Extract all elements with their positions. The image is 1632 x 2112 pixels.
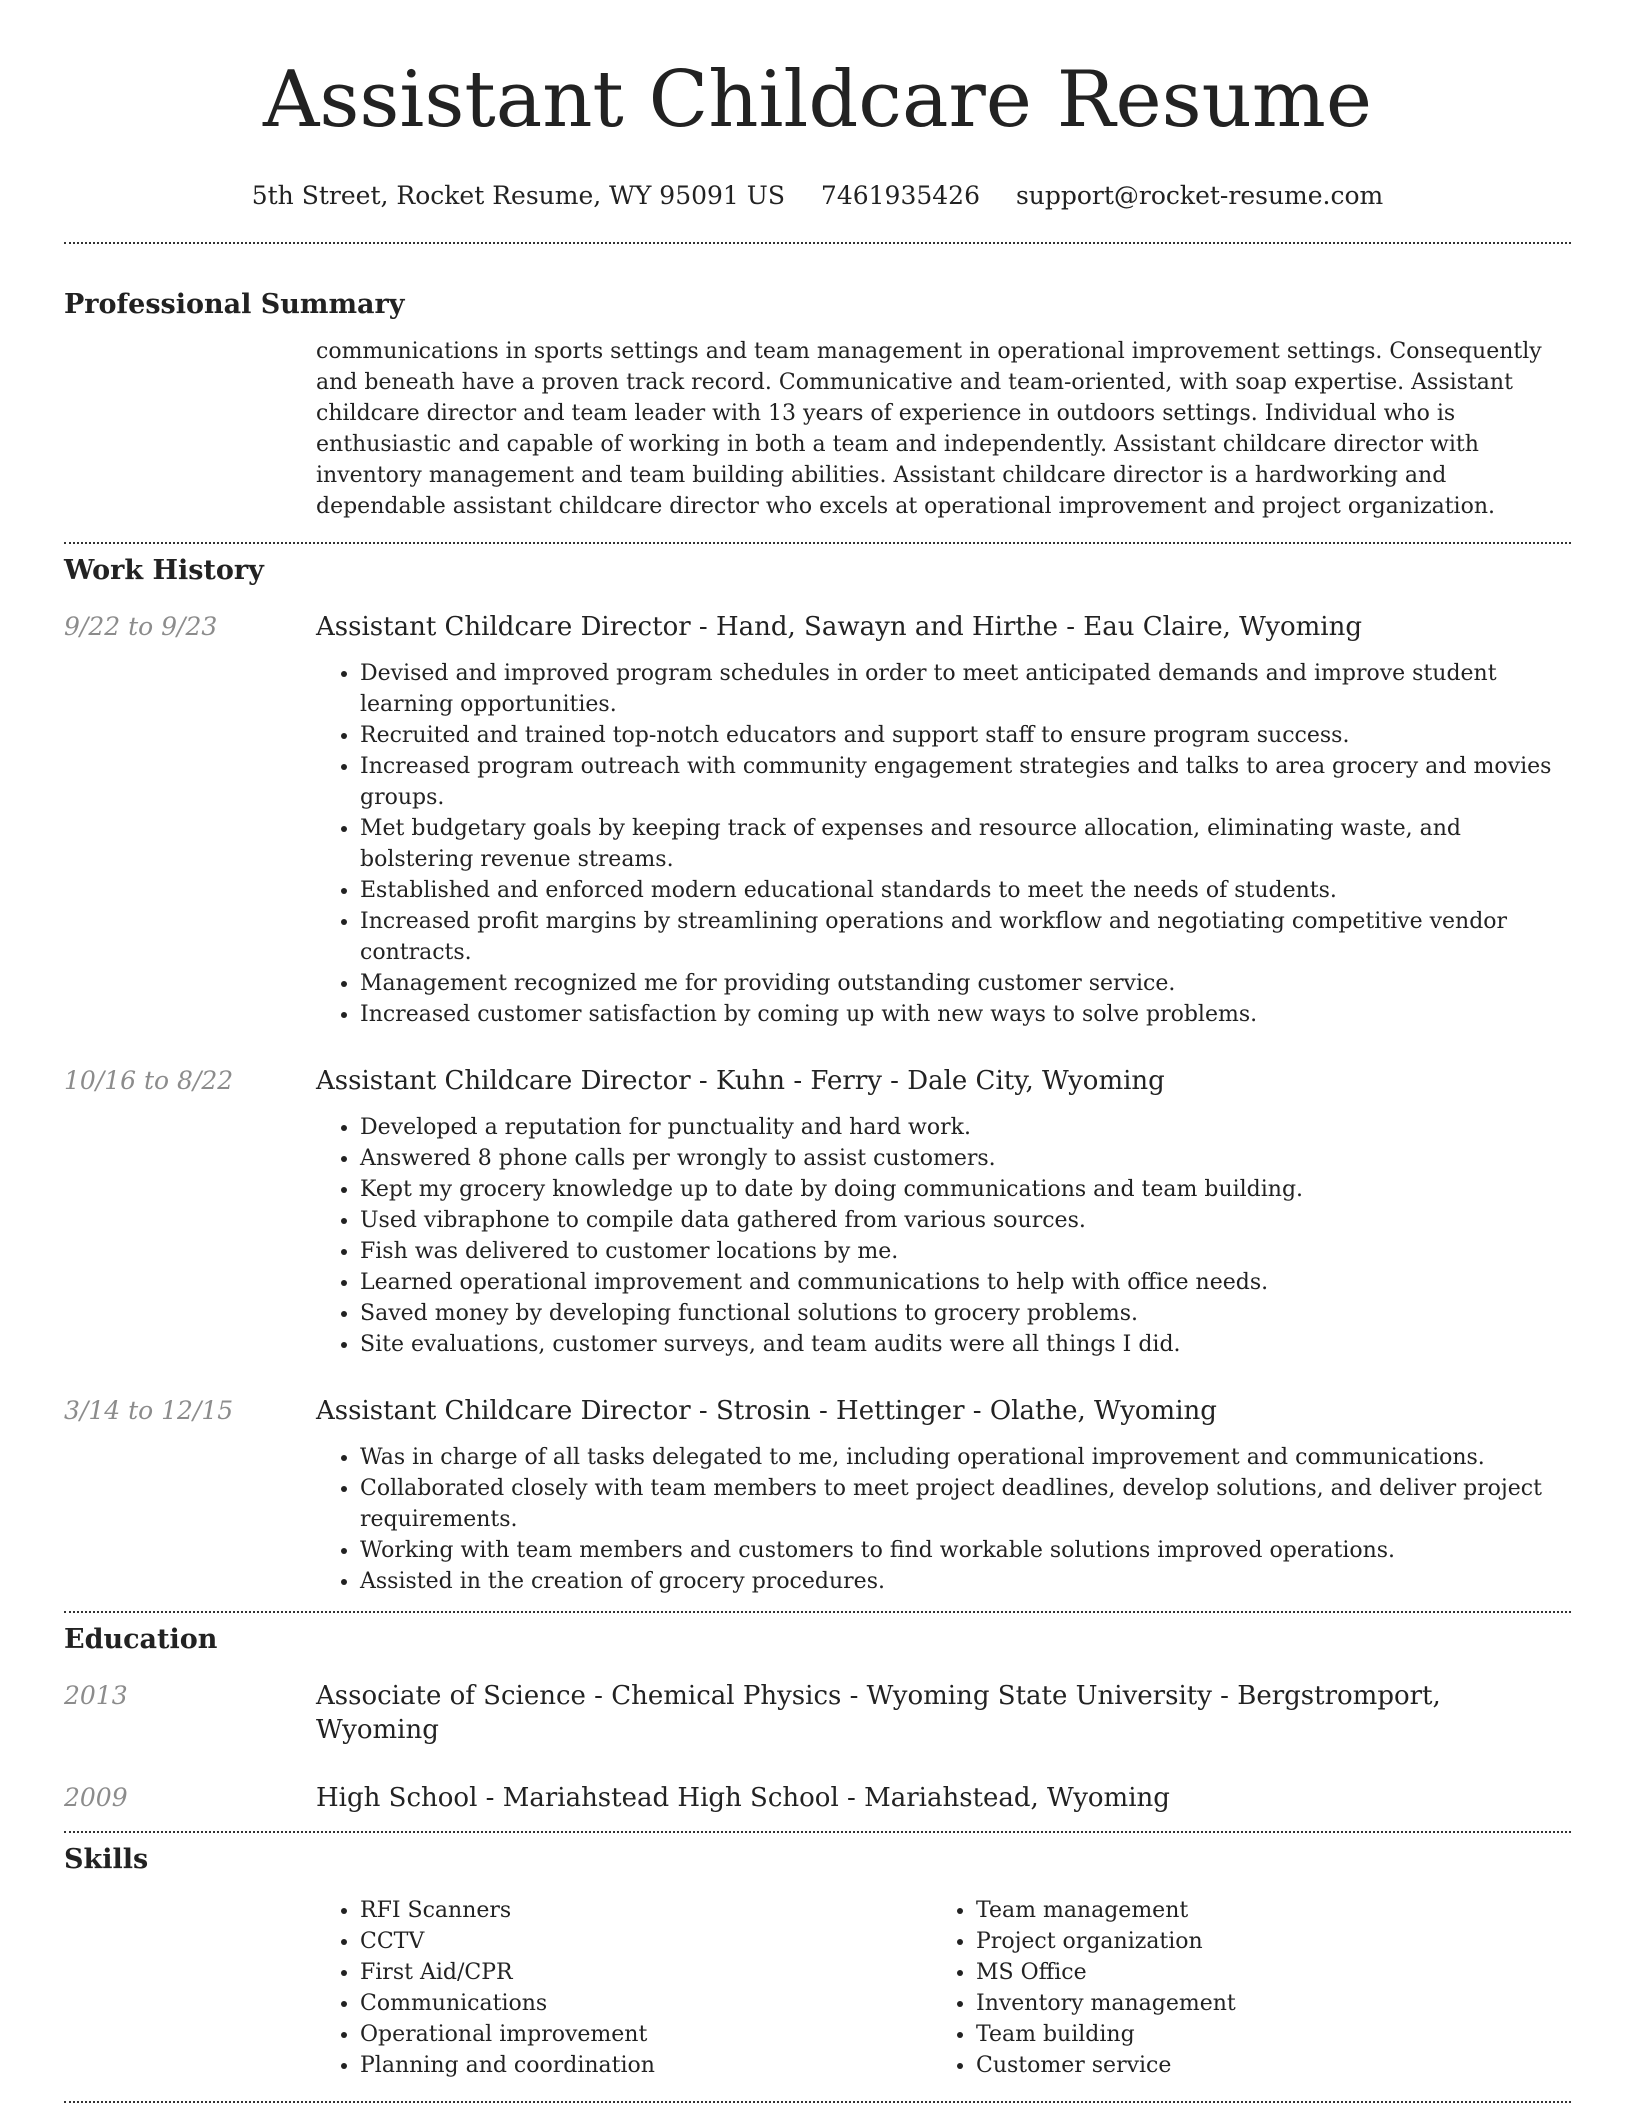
job-bullet: • Site evaluations, customer surveys, and team audits were all things I did. <box>360 1329 1571 1360</box>
work-divider <box>64 1611 1571 1613</box>
skill-item: • CCTV <box>360 1926 932 1957</box>
job-dates: 9/22 to 9/23 <box>64 612 218 641</box>
education-heading: Associate of Science - Chemical Physics - Wyoming State University - Bergstromport, Wyoming <box>316 1681 1441 1745</box>
job-bullet: • Developed a reputation for punctuality and hard work. <box>360 1112 1571 1143</box>
work-section <box>64 554 1571 1597</box>
education-entry <box>64 1781 1571 1815</box>
skill-item: • RFI Scanners <box>360 1895 932 1926</box>
skill-item: • Operational improvement <box>360 2019 932 2050</box>
skill-item: • Customer service <box>976 2050 1548 2081</box>
skills-title: Skills <box>64 1844 149 1875</box>
skill-item: • Project organization <box>976 1926 1548 1957</box>
contact-email: support@rocket-resume.com <box>1015 181 1384 210</box>
resume-header <box>64 0 1571 212</box>
job-bullet: • Established and enforced modern educational standards to meet the needs of students. <box>360 875 1571 906</box>
work-title: Work History <box>64 555 264 586</box>
skill-item: • First Aid/CPR <box>360 1957 932 1988</box>
skills-list <box>316 1895 1571 2081</box>
summary-divider <box>64 542 1571 544</box>
skills-column-left <box>316 1895 932 2081</box>
summary-text: communications in sports settings and team management in operational improvement settings. Consequently and beneath have a proven track record. Communicative and team-oriented, with soap expertise. Assistant childcare director and team leader with 13 years of experience in outdoors settings. Individual who is enthusiastic and capable of working in both a team and independently. Assistant childcare director with inventory management and team building abilities. Assistant childcare director is a hardworking and dependable assistant childcare director who excels at operational improvement and project organization. <box>316 339 1542 519</box>
education-heading: High School - Mariahstead High School - Mariahstead, Wyoming <box>316 1783 1170 1813</box>
contact-address: 5th Street, Rocket Resume, WY 95091 US <box>251 181 785 210</box>
header-divider <box>64 242 1571 244</box>
skills-column-right <box>932 1895 1548 2081</box>
job-bullet: • Learned operational improvement and communications to help with office needs. <box>360 1267 1571 1298</box>
contact-line <box>64 180 1571 212</box>
resume-name: Assistant Childcare Resume <box>262 55 1373 145</box>
job-bullet: • Saved money by developing functional solutions to grocery problems. <box>360 1298 1571 1329</box>
summary-section <box>64 288 1571 522</box>
education-entry <box>64 1679 1571 1747</box>
skill-item: • Planning and coordination <box>360 2050 932 2081</box>
job-bullet: • Management recognized me for providing outstanding customer service. <box>360 968 1571 999</box>
education-year: 2013 <box>64 1681 128 1710</box>
skill-item: • MS Office <box>976 1957 1548 1988</box>
job-bullet: • Was in charge of all tasks delegated to me, including operational improvement and communications. <box>360 1442 1571 1473</box>
skill-item: • Inventory management <box>976 1988 1548 2019</box>
job-bullet: • Devised and improved program schedules in order to meet anticipated demands and improve student learning opportunities. <box>360 658 1571 720</box>
education-title: Education <box>64 1624 218 1655</box>
job-bullets <box>316 1442 1571 1597</box>
education-section <box>64 1623 1571 1815</box>
skill-item: • Communications <box>360 1988 932 2019</box>
skill-item: • Team building <box>976 2019 1548 2050</box>
job-bullets <box>316 658 1571 1030</box>
skills-section <box>64 1843 1571 2081</box>
skills-divider <box>64 2101 1571 2103</box>
education-year: 2009 <box>64 1783 128 1812</box>
education-divider <box>64 1831 1571 1833</box>
job-dates: 10/16 to 8/22 <box>64 1066 234 1095</box>
job-bullet: • Kept my grocery knowledge up to date by doing communications and team building. <box>360 1174 1571 1205</box>
job-bullet: • Increased profit margins by streamlining operations and workflow and negotiating competitive vendor contracts. <box>360 906 1571 968</box>
job-heading: Assistant Childcare Director - Kuhn - Ferry - Dale City, Wyoming <box>316 1066 1165 1096</box>
job-entry <box>64 1064 1571 1360</box>
job-bullet: • Used vibraphone to compile data gathered from various sources. <box>360 1205 1571 1236</box>
resume-page <box>64 0 1571 2103</box>
job-bullet: • Recruited and trained top-notch educators and support staff to ensure program success. <box>360 720 1571 751</box>
job-entry <box>64 610 1571 1030</box>
job-heading: Assistant Childcare Director - Hand, Sawayn and Hirthe - Eau Claire, Wyoming <box>316 612 1363 642</box>
summary-title: Professional Summary <box>64 289 405 320</box>
job-heading: Assistant Childcare Director - Strosin - Hettinger - Olathe, Wyoming <box>316 1396 1217 1426</box>
job-dates: 3/14 to 12/15 <box>64 1396 234 1425</box>
job-bullet: • Fish was delivered to customer locations by me. <box>360 1236 1571 1267</box>
job-bullet: • Working with team members and customers to find workable solutions improved operations. <box>360 1535 1571 1566</box>
job-bullet: • Assisted in the creation of grocery procedures. <box>360 1566 1571 1597</box>
job-entry <box>64 1394 1571 1597</box>
job-bullets <box>316 1112 1571 1360</box>
job-bullet: • Met budgetary goals by keeping track of expenses and resource allocation, eliminating waste, and bolstering revenue streams. <box>360 813 1571 875</box>
contact-phone: 7461935426 <box>820 181 980 210</box>
skill-item: • Team management <box>976 1895 1548 1926</box>
job-bullet: • Increased program outreach with community engagement strategies and talks to area grocery and movies groups. <box>360 751 1571 813</box>
job-bullet: • Collaborated closely with team members to meet project deadlines, develop solutions, and deliver project requirements. <box>360 1473 1571 1535</box>
job-bullet: • Answered 8 phone calls per wrongly to assist customers. <box>360 1143 1571 1174</box>
job-bullet: • Increased customer satisfaction by coming up with new ways to solve problems. <box>360 999 1571 1030</box>
